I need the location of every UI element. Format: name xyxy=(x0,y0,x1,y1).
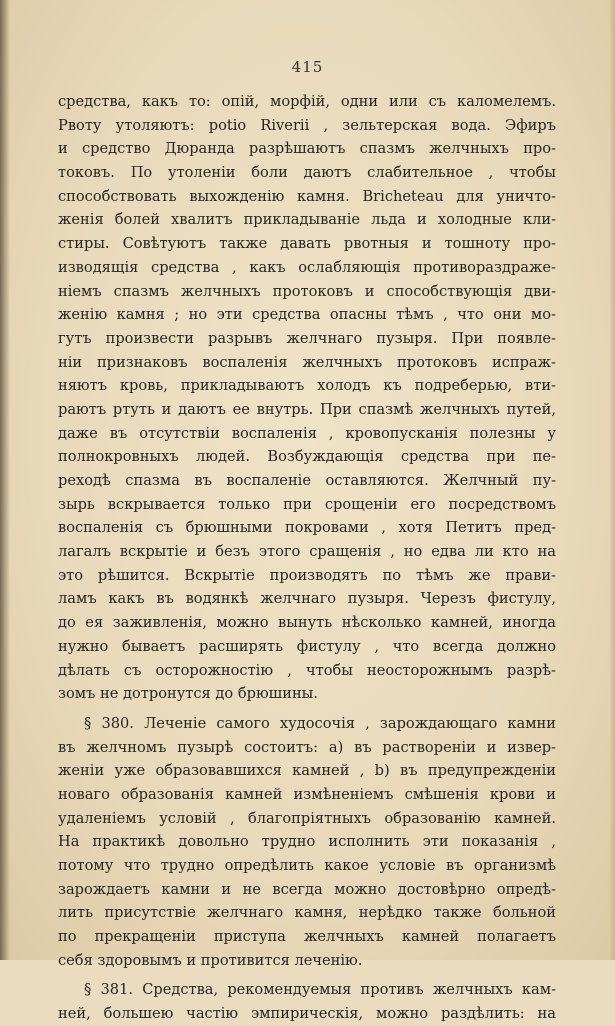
text-line: ніи признаковъ воспаленія желчныхъ протоковъ испраж- xyxy=(58,353,556,371)
text-line: ніемъ спазмъ желчныхъ протоковъ и способствующія дви- xyxy=(58,282,556,300)
text-line: зомъ не дотронутся до брюшины. xyxy=(58,685,318,703)
text-line: Рвоту утоляютъ: potio Riverii , зельтерская вода. Эфиръ xyxy=(58,116,556,134)
text-line: § 381. Средства, рекомендуемыя противъ желчныхъ кам- xyxy=(84,981,556,999)
text-line: полнокровныхъ людей. Возбуждающія средства при пе- xyxy=(58,448,556,466)
text-line: стиры. Совѣтуютъ также давать рвотныя и тошноту про- xyxy=(58,235,556,253)
page-number: 415 xyxy=(291,58,324,76)
text-line: няютъ кровь, прикладываютъ холодъ къ подреберью, вти- xyxy=(58,377,556,395)
text-line: реходѣ спазма въ воспаленіе оставляются. Желчный пу- xyxy=(58,472,556,489)
text-line: зарождаетъ камни и не всегда можно достовѣрно опредѣ- xyxy=(58,880,556,898)
text-line: потому что трудно опредѣлить какое условіе въ организмѣ xyxy=(58,857,556,874)
text-line: гутъ произвести разрывъ желчнаго пузыря. При появле- xyxy=(58,329,556,347)
text-line: до ея заживленія, можно вынуть нѣсколько камней, иногда xyxy=(58,614,556,632)
text-line: по прекращеніи приступа желчныхъ камней полагаетъ xyxy=(58,928,556,946)
text-line: раютъ ртуть и даютъ ее внутрь. При спазмѣ желчныхъ путей, xyxy=(58,400,556,418)
text-line: нужно бываетъ расширять фистулу , что всегда должно xyxy=(58,637,556,655)
text-line: въ желчномъ пузырѣ состоитъ: а) въ раствореніи и извер- xyxy=(58,738,556,756)
text-line: это рѣшится. Вскрытіе производятъ по тѣмъ же прави- xyxy=(58,566,556,584)
text-line: На практикѣ довольно трудно исполнить эти показанія , xyxy=(58,833,556,851)
page-right-edge xyxy=(609,0,615,960)
text-line: удаленіемъ условій , благопріятныхъ образованію камней. xyxy=(58,809,556,827)
text-line: токовъ. По утоленіи боли даютъ слабительное , чтобы xyxy=(58,164,556,182)
body-text xyxy=(58,90,556,1026)
text-line: ламъ какъ въ водянкѣ желчнаго пузыря. Черезъ фистулу, xyxy=(58,590,556,608)
text-line: средства, какъ то: опій, морфій, одни или съ каломелемъ. xyxy=(58,93,556,110)
paragraph-1 xyxy=(58,90,556,706)
text-line: и средство Дюранда разрѣшаютъ спазмъ желчныхъ про- xyxy=(58,140,556,158)
text-line: способствовать выхожденію камня. Bricheteau для уничто- xyxy=(58,187,556,205)
text-line: себя здоровымъ и противится леченію. xyxy=(58,951,363,969)
page-left-edge xyxy=(0,0,10,960)
text-line: лагалъ вскрытіе и безъ этого сращенія , но едва ли кто на xyxy=(58,543,556,561)
text-line: лить присутствіе желчнаго камня, нерѣдко также больной xyxy=(58,904,556,922)
text-line: женію камня ; но эти средства опасны тѣмъ , что они мо- xyxy=(58,306,556,324)
text-line: § 380. Леченіе самого худосочія , зарождающаго камни xyxy=(84,714,556,732)
paragraph-380 xyxy=(58,712,556,973)
text-line: даже въ отсутствіи воспаленія , кровопусканія полезны у xyxy=(58,424,556,442)
text-line: новаго образованія камней измѣненіемъ смѣшенія крови и xyxy=(58,785,556,803)
text-line: ней, большею частію эмпирическія, можно раздѣлить: на xyxy=(58,1005,556,1023)
text-line: изводящія средства , какъ ослабляющія противораздраже- xyxy=(58,258,556,276)
text-line: женія болей хвалитъ прикладываніе льда и холодные кли- xyxy=(58,211,556,229)
text-line: дѣлать съ осторожностію , чтобы неосторожнымъ разрѣ- xyxy=(58,661,556,679)
text-line: зырь вскрывается только при срощеніи его посредствомъ xyxy=(58,495,556,513)
text-line: воспаленія съ брюшными покровами , хотя Петитъ пред- xyxy=(58,519,556,537)
paragraph-381 xyxy=(58,978,556,1025)
text-line: женіи уже образовавшихся камней , b) въ предупрежденіи xyxy=(58,762,556,780)
